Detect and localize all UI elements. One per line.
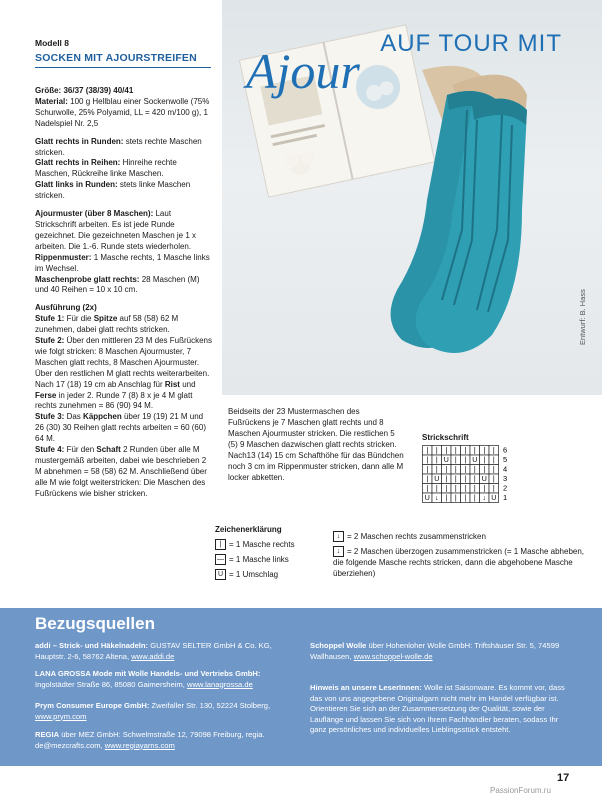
- legend-text: = 1 Masche rechts: [229, 540, 295, 549]
- chart-row-number: 5: [503, 455, 508, 464]
- source-regia: [35, 730, 297, 751]
- chart-row-number: 1: [503, 493, 508, 502]
- size-label: Größe: 36/37 (38/39) 40/41: [35, 86, 134, 95]
- size-line: [35, 86, 213, 130]
- step2-text-a: Über den mittleren 23 M des Fußrückens wie folgt stricken: 8 Maschen Ajourmuster, 7 Maschen glatt rechts, 8 Maschen Ajourmuster. Über den restlichen M glatt rechts weiterarbeiten. Nach 17 (18) 19 cm ab Anschlag für: [35, 336, 212, 389]
- source-text: GUSTAV SELTER GmbH & Co. KG, Hauptstr. 2-6, 58762 Altena,: [35, 641, 272, 661]
- step3-text-b: über 19 (19) 21 M und 26 (30) 30 Reihen glatt rechts arbeiten = 60 (60) 64 M.: [35, 412, 206, 444]
- chart-symbol: |: [483, 457, 486, 464]
- step1-text-a: Für die: [66, 314, 92, 324]
- pattern-title: SOCKEN MIT AJOURSTREIFEN: [35, 52, 197, 64]
- step2-and: und: [182, 379, 196, 389]
- source-name: addi – Strick- und Häkelnadeln:: [35, 641, 149, 650]
- legend-item-k2tog: [333, 531, 583, 542]
- model-number: Modell 8: [35, 38, 70, 48]
- steps-section: [35, 303, 213, 499]
- chart-symbol: |: [464, 447, 467, 455]
- chart-symbol: U: [481, 476, 487, 483]
- glatt-runden-text: stets rechte Maschen stricken.: [35, 136, 202, 157]
- chart-symbol: |: [464, 457, 467, 464]
- chart-title: Strickschrift: [422, 433, 469, 442]
- chart-grid: [422, 445, 532, 511]
- chart-symbol: |: [426, 476, 429, 483]
- chart-symbol: |: [445, 476, 448, 483]
- chart-row-number: 3: [503, 474, 508, 483]
- chart-symbol: |: [473, 476, 476, 483]
- chart-symbol: |: [473, 466, 476, 474]
- chart-symbol: U: [472, 457, 478, 464]
- headline-script: Ajour: [246, 43, 360, 99]
- step4-bold: Schaft: [96, 445, 121, 455]
- probe-label: Maschenprobe glatt rechts:: [35, 274, 140, 284]
- source-text: Zweifaller Str. 130, 52224 Stolberg,: [151, 701, 271, 710]
- source-link[interactable]: www.lanagrossa.de: [186, 679, 253, 689]
- glatt-reihen-label: Glatt rechts in Reihen:: [35, 158, 121, 168]
- step1-label: Stufe 1:: [35, 314, 65, 324]
- source-link[interactable]: www.prym.com: [35, 711, 87, 721]
- source-link[interactable]: www.addi.de: [131, 651, 175, 661]
- chart-symbol: |: [445, 466, 448, 474]
- chart-symbol: |: [426, 466, 429, 474]
- sources-title: Bezugsquellen: [35, 614, 155, 633]
- source-lanagrossa: [35, 669, 297, 690]
- source-addi: [35, 641, 297, 662]
- glatt-reihen-text: Hinreihe rechte Maschen, Rückreihe linke Maschen.: [35, 158, 177, 179]
- chart-symbol: |: [464, 466, 467, 474]
- rippen-label: Rippenmuster:: [35, 252, 92, 262]
- probe-text: 28 Maschen (M) und 40 Reihen = 10 x 10 cm.: [35, 274, 200, 295]
- step3-label: Stufe 3:: [35, 412, 65, 422]
- chart-symbol: ↓: [435, 495, 439, 502]
- legend-text: = 1 Umschlag: [229, 570, 279, 579]
- source-text: Ingolstädter Straße 86, 85080 Gaimersheim,: [35, 679, 185, 689]
- source-name: LANA GROSSA Mode mit Wolle Handels- und Vertriebs GmbH:: [35, 669, 261, 678]
- step4-text-b: 2 Runden über alle M mustergemäß arbeiten, dabei wie beschrieben 2 M abnehmen = 58 (58) 62 M. Anschließend über alle M wie folgt weiterstricken: Die Maschen des Fußrückens wie bisher stricken.: [35, 445, 207, 498]
- title-divider: [35, 67, 211, 68]
- chart-symbol: |: [464, 485, 467, 493]
- legend-title: Zeichenerklärung: [215, 525, 282, 534]
- chart-symbol: U: [491, 495, 497, 502]
- chart-symbol: |: [454, 476, 457, 483]
- knitting-chart: [422, 445, 532, 516]
- step2-text-b: in jeder 2. Runde 7 (8) 8 x je 4 M glatt rechts zunehmen = 86 (90) 94 M.: [35, 390, 193, 411]
- source-name: Prym Consumer Europe GmbH:: [35, 701, 150, 710]
- source-text: über MEZ GmbH: Schwelmstraße 12, 79098 Freiburg, regia. de@mezcrafts.com,: [35, 730, 265, 750]
- step4-text-a: Für den: [66, 445, 95, 455]
- chart-symbol: |: [454, 457, 457, 464]
- legend-item-purl: [215, 554, 289, 565]
- legend-symbol: |: [215, 539, 226, 550]
- design-credit: Entwurf: B. Hass: [578, 289, 587, 345]
- pattern-section: [35, 209, 213, 296]
- legend-text: = 1 Masche links: [229, 555, 289, 564]
- chart-symbol: |: [426, 457, 429, 464]
- chart-symbol: ↓: [482, 495, 486, 502]
- chart-row-number: 2: [503, 483, 508, 493]
- legend-symbol: ↓: [333, 531, 344, 542]
- ajour-text: Laut Strickschrift arbeiten. Es ist jede Runde gezeichnet. Die gezeichneten Maschen je 1 x arbeiten. Die 1.-6. Runde stets wiederholen.: [35, 209, 196, 251]
- chart-symbol: |: [483, 485, 486, 493]
- chart-symbol: |: [426, 485, 429, 493]
- reader-note: [310, 683, 572, 736]
- chart-symbol: |: [492, 447, 495, 455]
- legend-text: = 2 Maschen rechts zusammenstricken: [347, 532, 486, 541]
- step2-bold-ferse: Ferse: [35, 390, 57, 400]
- legend-symbol: ↓: [333, 546, 344, 557]
- legend-text: = 2 Maschen überzogen zusammenstricken (= 1 Masche abheben, die folgende Masche rechts stricken, dann die abgehobene Masche überziehen): [333, 547, 585, 579]
- chart-symbol: |: [435, 466, 438, 474]
- chart-symbol: U: [443, 457, 449, 464]
- legend-symbol: —: [217, 556, 224, 564]
- chart-symbol: |: [426, 447, 429, 455]
- legend-symbol: U: [215, 569, 226, 580]
- chart-symbol: |: [492, 476, 495, 483]
- chart-symbol: |: [454, 466, 457, 474]
- glatt-section: [35, 137, 213, 202]
- step3-bold: Käppchen: [83, 412, 122, 422]
- chart-row-number: 4: [503, 464, 508, 474]
- step1-text-b: auf 58 (58) 62 M zunehmen, dabei glatt rechts stricken.: [35, 314, 179, 335]
- glatt-runden-label: Glatt rechts in Runden:: [35, 136, 124, 146]
- chart-symbol: |: [483, 466, 486, 474]
- chart-symbol: |: [483, 447, 486, 455]
- source-link[interactable]: www.schoppel-wolle.de: [353, 651, 433, 661]
- chart-symbol: |: [445, 495, 448, 502]
- step2-bold-rist: Rist: [164, 379, 180, 389]
- legend-item-yarnover: [215, 569, 278, 580]
- material-label: Material:: [35, 96, 68, 106]
- step1-bold: Spitze: [93, 314, 118, 324]
- chart-symbol: |: [464, 495, 467, 502]
- chart-symbol: |: [435, 447, 438, 455]
- step2-label: Stufe 2:: [35, 336, 65, 346]
- note-label: Hinweis an unsere LeserInnen:: [310, 683, 422, 692]
- chart-symbol: |: [473, 495, 476, 502]
- ajour-label: Ajourmuster (über 8 Maschen):: [35, 209, 154, 219]
- chart-symbol: U: [424, 495, 430, 502]
- shaft-instructions: Beidseits der 23 Mustermaschen des Fußrückens je 7 Maschen glatt rechts und 8 Maschen Ajourmuster stricken. Die restlichen 5 (5) 9 Maschen dazwischen glatt rechts stricken. Nach13 (14) 15 cm Schafthöhe für das Bündchen noch 3 cm im Rippenmuster stricken, dann alle M locker abketten.: [228, 407, 404, 482]
- step4-label: Stufe 4:: [35, 445, 65, 455]
- chart-symbol: |: [435, 485, 438, 493]
- source-prym: [35, 701, 297, 722]
- chart-row-number: 6: [503, 445, 508, 455]
- headline-top: AUF TOUR MIT: [380, 30, 562, 57]
- source-name: Schoppel Wolle: [310, 641, 367, 650]
- chart-symbol: |: [492, 485, 495, 493]
- ausfuehrung-label: Ausführung (2x): [35, 303, 97, 313]
- page-number: 17: [557, 772, 570, 784]
- chart-symbol: |: [464, 476, 467, 483]
- source-text: über Hohenloher Wolle GmbH: Triftshäuser Str. 5, 74599 Wallhausen,: [310, 641, 560, 661]
- chart-symbol: U: [434, 476, 440, 483]
- chart-symbol: |: [435, 457, 438, 464]
- chart-symbol: |: [492, 466, 495, 474]
- chart-symbol: |: [454, 495, 457, 502]
- chart-symbol: |: [473, 485, 476, 493]
- instructions-column: [35, 86, 213, 507]
- chart-symbol: |: [445, 485, 448, 493]
- step3-text-a: Das: [66, 412, 81, 422]
- chart-symbol: |: [492, 457, 495, 464]
- legend-item-knit: [215, 539, 295, 550]
- chart-symbol: |: [445, 447, 448, 455]
- watermark: PassionForum.ru: [490, 786, 551, 795]
- glatt-links-text: stets linke Maschen stricken.: [35, 180, 191, 201]
- glatt-links-label: Glatt links in Runden:: [35, 180, 118, 190]
- source-name: REGIA: [35, 730, 60, 739]
- rippen-text: 1 Masche rechts, 1 Masche links im Wechsel.: [35, 252, 210, 273]
- chart-symbol: |: [454, 485, 457, 493]
- source-link[interactable]: www.regiayarns.com: [104, 740, 175, 750]
- material-text: 100 g Hellblau einer Sockenwolle (75% Schurwolle, 25% Polyamid, LL = 420 m/100 g), 1 Nadelspiel Nr. 2,5: [35, 96, 210, 128]
- chart-symbol: |: [473, 447, 476, 455]
- note-text: Wolle ist Saisonware. Es kommt vor, dass das von uns angegebene Originalgarn nicht mehr im Handel verfügbar ist. Orientieren Sie sich an der Zusammensetzung der Qualität, sowie der Lauflänge und lassen Sie sich von Ihrem Fachhändler beraten, sodass Ihr ganz persönliches und individuelles Lieblingsstück entsteht.: [310, 683, 565, 734]
- legend-item-skp: [333, 546, 588, 579]
- chart-symbol: |: [454, 447, 457, 455]
- source-schoppel: [310, 641, 572, 662]
